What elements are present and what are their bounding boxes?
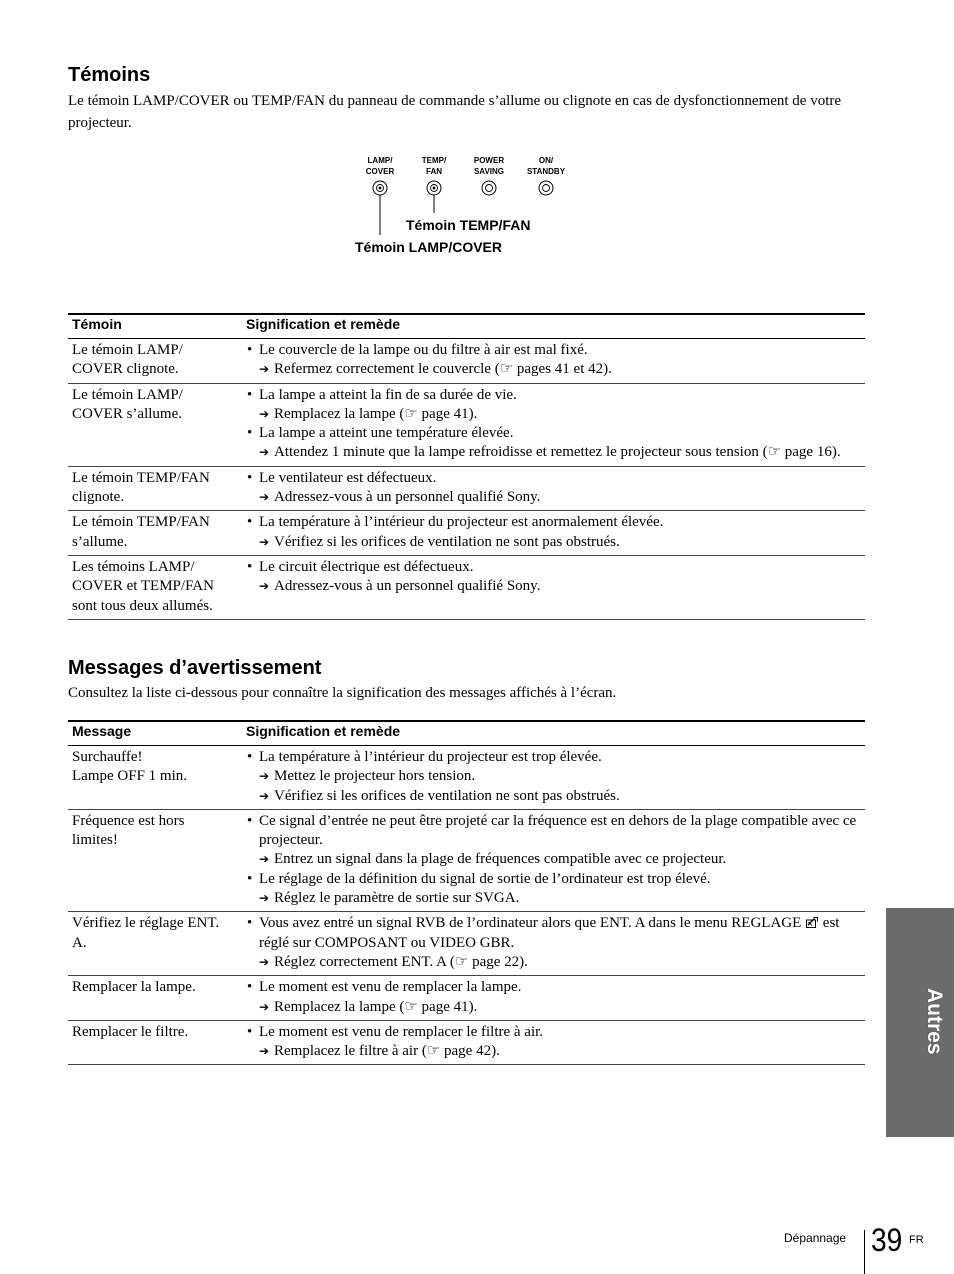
arrow-icon (259, 767, 269, 786)
column-header-message: Message (72, 723, 132, 739)
bullet-icon (247, 469, 252, 488)
remedy-text: Adressez-vous à un personnel qualifié Sony. (274, 489, 541, 506)
indicator-label-lamp-line2: COVER (365, 167, 395, 176)
table-row (68, 746, 865, 810)
remedy-text: Remplacez le filtre à air (☞ page 42). (274, 1043, 500, 1060)
cause-text: Ce signal d’entrée ne peut être projeté car la fréquence est en dehors de la plage compatible avec ce projecteur. (259, 812, 857, 849)
lamp-cover-indicator-light-icon (373, 181, 387, 195)
cause-text: Le couvercle de la lampe ou du filtre à air est mal fixé. (259, 342, 588, 358)
callout-temp-fan: Témoin TEMP/FAN (406, 217, 531, 233)
indicator-label-standby-line2: STANDBY (526, 167, 566, 176)
cause-item (246, 341, 857, 360)
cause-text: Vous avez entré un signal RVB de l’ordinateur alors que ENT. A dans le menu REGLAGE (259, 915, 802, 932)
indicator-table (68, 313, 865, 620)
table-row (68, 556, 865, 620)
row-label: Surchauffe! Lampe OFF 1 min. (72, 749, 187, 785)
remedy-item (246, 767, 857, 786)
remedy-item (246, 889, 857, 908)
remedy-text: Attendez 1 minute que la lampe refroidisse et remettez le projecteur sous tension (☞ page 16). (274, 444, 841, 461)
cause-text: La température à l’intérieur du projecteur est anormalement élevée. (259, 514, 664, 531)
remedy-item (246, 1042, 857, 1061)
bullet-icon (247, 748, 252, 767)
cause-item (246, 424, 857, 443)
indicator-label-standby-line1: ON/ (538, 156, 554, 165)
column-header-temoin: Témoin (72, 316, 122, 332)
row-description (242, 386, 865, 463)
table-row (68, 810, 865, 912)
row-label: Fréquence est hors limites! (72, 812, 185, 849)
page-number: 39 (871, 1222, 903, 1258)
remedy-text: Remplacez la lampe (☞ page 41). (274, 405, 478, 422)
arrow-icon (259, 533, 269, 552)
bullet-icon (247, 558, 252, 577)
remedy-item (246, 850, 857, 869)
cause-text: La lampe a atteint la fin de sa durée de vie. (259, 386, 517, 403)
arrow-icon (259, 953, 269, 972)
indicator-panel-diagram (340, 150, 580, 260)
section-title-temoins: Témoins (68, 64, 151, 86)
remedy-text: Remplacez la lampe (☞ page 41). (274, 998, 478, 1015)
row-label: Le témoin LAMP/ COVER s’allume. (72, 386, 183, 422)
cause-text: Le circuit électrique est défectueux. (259, 558, 474, 575)
column-header-signification: Signification et remède (246, 723, 401, 739)
indicator-label-power-line1: POWER (473, 156, 505, 165)
footer-section-name: Dépannage (784, 1231, 847, 1245)
cause-text: Le moment est venu de remplacer la lampe. (259, 979, 522, 996)
temp-fan-indicator-light-icon (427, 181, 441, 195)
indicator-label-power-line2: SAVING (473, 167, 505, 176)
language-code: FR (909, 1234, 924, 1246)
arrow-icon (259, 787, 269, 806)
callout-lamp-cover: Témoin LAMP/COVER (355, 239, 503, 255)
arrow-icon (259, 1042, 269, 1061)
table-row (68, 384, 865, 467)
row-description (242, 341, 865, 380)
chapter-side-tab-label: Autres (923, 988, 946, 1055)
cause-text: Le ventilateur est défectueux. (259, 469, 437, 486)
remedy-item (246, 577, 857, 596)
bullet-icon (247, 513, 252, 532)
row-description (242, 513, 865, 552)
remedy-item (246, 405, 857, 424)
setting-menu-icon (805, 916, 819, 929)
remedy-text: Réglez le paramètre de sortie sur SVGA. (274, 890, 520, 907)
cause-text: La température à l’intérieur du projecteur est trop élevée. (259, 749, 602, 765)
arrow-icon (259, 577, 269, 596)
row-description (242, 812, 865, 908)
bullet-icon (247, 870, 252, 889)
remedy-text: Refermez correctement le couvercle (☞ pages 41 et 42). (274, 361, 612, 378)
table-body (68, 746, 865, 1065)
arrow-icon (259, 405, 269, 424)
row-description (242, 558, 865, 616)
remedy-text: Réglez correctement ENT. A (☞ page 22). (274, 953, 528, 970)
arrow-icon (259, 360, 269, 379)
arrow-icon (259, 998, 269, 1017)
bullet-icon (247, 341, 252, 360)
table-row (68, 467, 865, 512)
remedy-item (246, 360, 857, 379)
row-description (242, 1023, 865, 1062)
table-header (68, 720, 865, 746)
on-standby-indicator-light-icon (539, 181, 553, 195)
row-description (242, 914, 865, 972)
power-saving-indicator-light-icon (482, 181, 496, 195)
cause-text: La lampe a atteint une température élevée. (259, 425, 514, 442)
section-intro-messages: Consultez la liste ci-dessous pour connaître la signification des messages affichés à l’écran. (68, 685, 617, 701)
row-label: Remplacer le filtre. (72, 1023, 189, 1040)
cause-item (246, 386, 857, 405)
cause-item (246, 558, 857, 577)
remedy-item (246, 998, 857, 1017)
arrow-icon (259, 443, 269, 462)
cause-item (246, 870, 857, 889)
cause-item (246, 812, 857, 851)
row-description (242, 748, 865, 806)
column-header-signification: Signification et remède (246, 316, 401, 332)
row-label: Remplacer la lampe. (72, 979, 196, 996)
cause-item (246, 978, 857, 997)
cause-item (246, 914, 857, 953)
section-title-messages: Messages d’avertissement (68, 657, 322, 679)
bullet-icon (247, 812, 252, 831)
cause-item (246, 1023, 857, 1042)
bullet-icon (247, 1023, 252, 1042)
row-label: Vérifiez le réglage ENT. A. (72, 915, 220, 951)
remedy-item (246, 533, 857, 552)
arrow-icon (259, 488, 269, 507)
cause-text: Le moment est venu de remplacer le filtre à air. (259, 1023, 544, 1040)
table-row (68, 976, 865, 1021)
table-row (68, 339, 865, 384)
indicator-label-temp-line1: TEMP/ (421, 156, 447, 165)
row-label: Les témoins LAMP/ COVER et TEMP/FAN sont tous deux allumés. (72, 558, 214, 614)
remedy-text: Entrez un signal dans la plage de fréquences compatible avec ce projecteur. (274, 851, 727, 868)
indicator-label-lamp-line1: LAMP/ (367, 156, 393, 165)
chapter-side-tab (886, 908, 954, 1137)
arrow-icon (259, 889, 269, 908)
cause-item (246, 748, 857, 767)
row-label: Le témoin LAMP/ COVER clignote. (72, 342, 183, 378)
bullet-icon (247, 914, 252, 933)
cause-text: Le réglage de la définition du signal de sortie de l’ordinateur est trop élevé. (259, 870, 711, 887)
remedy-text: Vérifiez si les orifices de ventilation ne sont pas obstrués. (274, 787, 620, 804)
bullet-icon (247, 386, 252, 405)
remedy-item (246, 443, 857, 462)
remedy-text: Vérifiez si les orifices de ventilation ne sont pas obstrués. (274, 533, 620, 550)
row-description (242, 978, 865, 1017)
bullet-icon (247, 424, 252, 443)
table-row (68, 511, 865, 556)
footer-divider (864, 1230, 865, 1274)
remedy-item (246, 488, 857, 507)
table-row (68, 1021, 865, 1066)
arrow-icon (259, 850, 269, 869)
remedy-text: Adressez-vous à un personnel qualifié Sony. (274, 578, 541, 595)
section-intro-temoins: Le témoin LAMP/COVER ou TEMP/FAN du panneau de commande s’allume ou clignote en cas de dysfonctionnement de votre projecteur. (68, 93, 842, 131)
row-description (242, 469, 865, 508)
cause-item (246, 513, 857, 532)
indicator-label-temp-line2: FAN (426, 167, 442, 176)
row-label: Le témoin TEMP/FAN s’allume. (72, 514, 210, 550)
row-label: Le témoin TEMP/FAN clignote. (72, 469, 210, 506)
cause-item (246, 469, 857, 488)
table-header (68, 313, 865, 339)
cause-text-continued: est réglé sur COMPOSANT ou VIDEO GBR. (259, 915, 840, 951)
table-row (68, 912, 865, 976)
warning-messages-table (68, 720, 865, 1065)
table-body (68, 339, 865, 620)
remedy-text: Mettez le projecteur hors tension. (274, 768, 476, 785)
bullet-icon (247, 978, 252, 997)
remedy-item (246, 953, 857, 972)
remedy-item (246, 787, 857, 806)
